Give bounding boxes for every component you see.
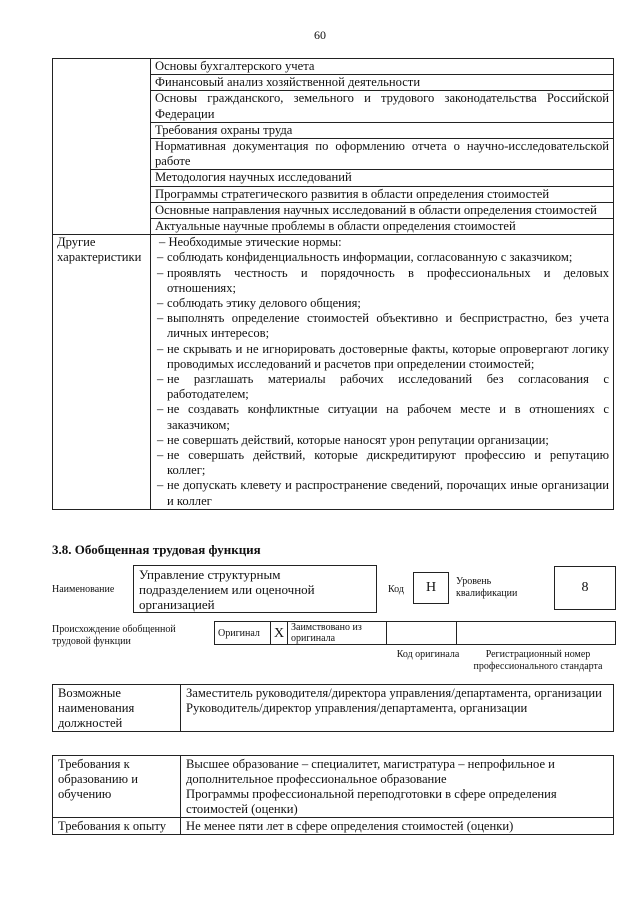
- knowledge-row: Программы стратегического развития в области определения стоимостей: [151, 186, 614, 202]
- level-label: Уровень квалификации: [456, 576, 518, 599]
- education-line: Программы профессиональной переподготовки в сфере определения стоимостей (оценки): [186, 787, 557, 816]
- positions-label: Возможные наименования должностей: [53, 685, 181, 732]
- education-value: [181, 756, 614, 818]
- origin-label: Происхождение обобщенной трудовой функции: [52, 624, 176, 647]
- education-line: Высшее образование – специалитет, магистратура – непрофильное и дополнительное профессиональное образование: [186, 757, 555, 786]
- positions-line: Руководитель/директор управления/департамента, организации: [186, 701, 528, 715]
- borrowed-label: Заимствовано из оригинала: [288, 622, 387, 645]
- code-original-caption: Код оригинала: [396, 649, 460, 660]
- ethics-list: [155, 250, 609, 508]
- code-original-cell: [387, 622, 457, 645]
- knowledge-row: Нормативная документация по оформлению отчета о научно-исследовательской работе: [151, 139, 614, 170]
- knowledge-row: Актуальные научные проблемы в области определения стоимостей: [151, 219, 614, 235]
- knowledge-row: Требования охраны труда: [151, 122, 614, 138]
- ethics-item: – не создавать конфликтные ситуации на рабочем месте и в отношениях с заказчиком;: [155, 402, 609, 432]
- code-value-box: Н: [413, 572, 449, 604]
- experience-value: Не менее пяти лет в сфере определения стоимостей (оценки): [181, 818, 614, 835]
- knowledge-row: Основы гражданского, земельного и трудового законодательства Российской Федерации: [151, 91, 614, 122]
- education-label: Требования к образованию и обучению: [53, 756, 181, 818]
- origin-table: [214, 621, 616, 645]
- other-characteristics-label: Другие характеристики: [53, 235, 151, 510]
- requirements-table: [52, 755, 614, 835]
- ethics-item: – не разглашать материалы рабочих исследований без согласования с работодателем;: [155, 372, 609, 402]
- ethics-item: – проявлять честность и порядочность в профессиональных и деловых отношениях;: [155, 266, 609, 296]
- ethics-item: – не скрывать и не игнорировать достоверные факты, которые опровергают логику проводимых исследований и расчетов при определении стоимостей;: [155, 342, 609, 372]
- original-label: Оригинал: [215, 622, 271, 645]
- ethics-item: – не совершать действий, которые дискредитируют профессию и репутацию коллег;: [155, 448, 609, 478]
- ethics-item: – не допускать клевету и распространение сведений, порочащих иные организации и коллег: [155, 478, 609, 508]
- section-title: 3.8. Обобщенная трудовая функция: [52, 542, 261, 557]
- ethics-item: – не совершать действий, которые наносят урон репутации организации;: [155, 433, 609, 448]
- ethics-item: – соблюдать этику делового общения;: [155, 296, 609, 311]
- knowledge-row: Методология научных исследований: [151, 170, 614, 186]
- ethics-heading: – Необходимые этические нормы:: [159, 235, 342, 250]
- reg-number-cell: [457, 622, 616, 645]
- name-label: Наименование: [52, 584, 115, 595]
- code-label: Код: [388, 584, 404, 595]
- ethics-item: – соблюдать конфиденциальность информации, согласованную с заказчиком;: [155, 250, 609, 265]
- knowledge-table: [52, 58, 614, 510]
- knowledge-row: Основы бухгалтерского учета: [151, 59, 614, 75]
- knowledge-row: Основные направления научных исследований в области определения стоимостей: [151, 202, 614, 218]
- experience-label: Требования к опыту: [53, 818, 181, 835]
- function-name-box: Управление структурным подразделением или оценочной организацией: [133, 565, 377, 613]
- positions-value: [181, 685, 614, 732]
- ethics-cell: [151, 235, 614, 510]
- page-number: 60: [314, 28, 326, 42]
- knowledge-label-cell: [53, 59, 151, 235]
- reg-number-caption: Регистрационный номер профессионального стандарта: [473, 649, 603, 672]
- positions-table: [52, 684, 614, 732]
- ethics-item: – выполнять определение стоимостей объективно и беспристрастно, без учета личных интересов;: [155, 311, 609, 341]
- level-value-box: 8: [554, 566, 616, 610]
- original-mark: Х: [271, 622, 288, 645]
- knowledge-row: Финансовый анализ хозяйственной деятельности: [151, 75, 614, 91]
- positions-line: Заместитель руководителя/директора управления/департамента, организации: [186, 686, 602, 700]
